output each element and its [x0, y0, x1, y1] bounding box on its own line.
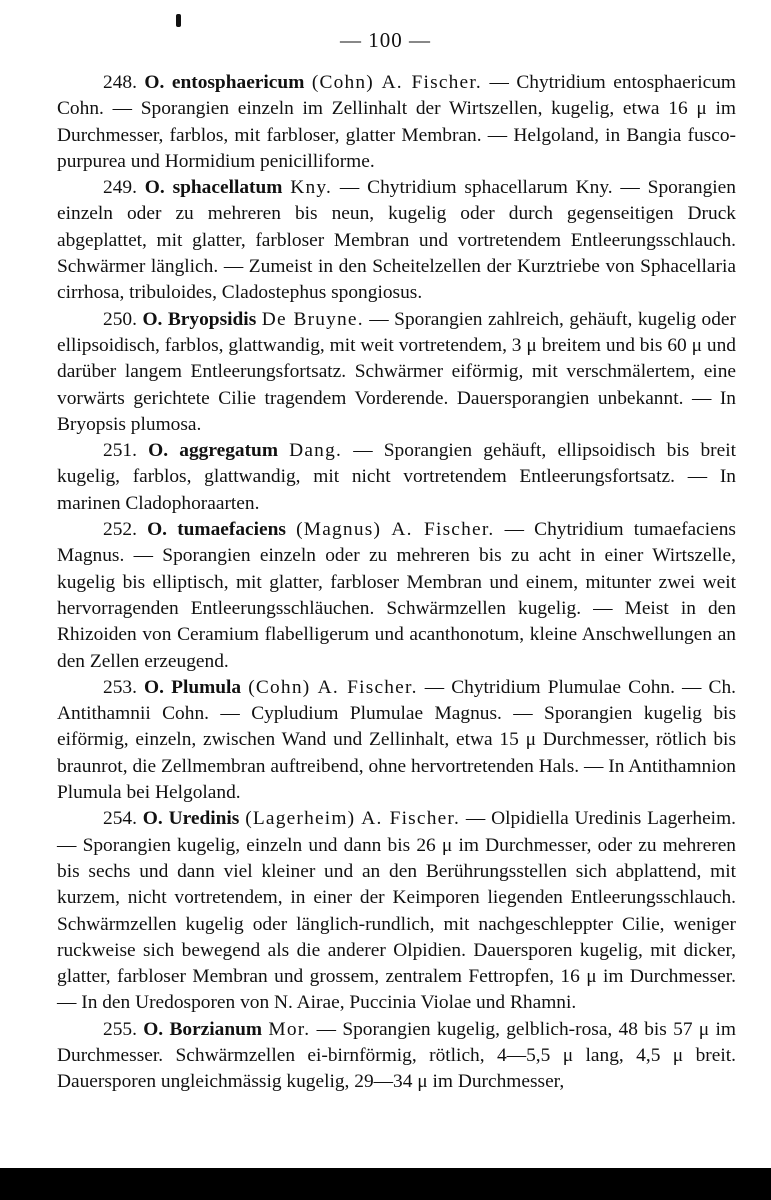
entry-genus: O.	[144, 177, 165, 199]
entry-species: Bryopsidis	[167, 308, 257, 330]
entry-genus: O.	[144, 676, 164, 698]
entry-genus: O.	[144, 72, 165, 93]
entry-genus: O.	[148, 440, 169, 462]
entry-author: (Cohn) A. Fischer.	[311, 72, 482, 93]
entry-genus: O.	[142, 808, 163, 830]
entry-255	[57, 1017, 736, 1096]
entry-254	[57, 806, 736, 1016]
entry-species: Borzianum	[169, 1018, 263, 1040]
entry-species: tumaefaciens	[177, 519, 286, 541]
entry-genus: O.	[147, 519, 168, 541]
entry-genus: O.	[142, 308, 163, 330]
entry-species: Plumula	[171, 676, 242, 698]
entry-250	[57, 307, 736, 438]
entry-249	[57, 175, 736, 306]
entry-species: aggregatum	[179, 440, 278, 462]
entry-body: — Chytridium sphacellarum Kny. — Sporangien einzeln oder zu mehreren bis neun, kugelig oder durch gegenseitigen Druck abgeplattet, mit glatter, farbloser Membran und vortretendem Entleerungsschlauch. Schwärmer länglich. — Zumeist in den Scheitelzellen der Kurztriebe von Sphacellaria cirrhosa, tribuloides, Cladostephus spongiosus.	[57, 177, 736, 304]
entry-body: — Chytridium entosphaericum Cohn. — Sporangien einzeln im Zellinhalt der Wirtszellen, kugelig, etwa 16 μ im Durchmesser, farblos, mit farbloser, glatter Membran. — Helgoland, in Bangia fusco-purpurea und Hormidium penicilliforme.	[57, 72, 736, 172]
entry-body: — Sporangien zahlreich, gehäuft, kugelig oder ellipsoidisch, farblos, glattwandig, mit weit vortretendem, 3 μ breitem und bis 60 μ und darüber langem Entleerungsfortsatz. Schwärmer eiförmig, mit verschmälertem, eine vorwärts gerichtete Cilie tragendem Vorderende. Dauersporangien unbekannt. — In Bryopsis plumosa.	[57, 308, 736, 435]
entry-number: 249.	[103, 177, 137, 199]
entry-author: (Cohn) A. Fischer.	[248, 676, 418, 698]
entry-body: — Sporangien gehäuft, ellipsoidisch bis breit kugelig, farblos, glattwandig, mit nicht vortretendem Entleerungsfortsatz. — In marinen Cladophoraarten.	[57, 440, 736, 514]
entry-number: 254.	[103, 808, 137, 830]
entry-species: Uredinis	[168, 808, 240, 830]
page-body	[57, 70, 736, 1096]
entry-251	[57, 438, 736, 517]
entry-author: (Lagerheim) A. Fischer.	[245, 808, 461, 830]
entry-number: 251.	[103, 440, 137, 462]
entry-248	[57, 70, 736, 175]
entry-genus: O.	[143, 1018, 164, 1040]
entry-body: — Chytridium Plumulae Cohn. — Ch. Antithamnii Cohn. — Cypludium Plumulae Magnus. — Sporangien kugelig bis eiförmig, einzeln, zwischen Wand und Zellinhalt, etwa 15 μ Durchmesser, rötlich bis braunrot, die Zellmembran auftreibend, ohne hervortretenden Hals. — In Antithamnion Plumula bei Helgoland.	[57, 676, 736, 804]
entry-number: 250.	[103, 308, 137, 330]
entry-species: entosphaericum	[171, 72, 305, 93]
entry-body: — Chytridium tumaefaciens Magnus. — Sporangien einzeln oder zu mehreren bis zu acht in einer Wirtszelle, kugelig bis elliptisch, mit glatter, farbloser Membran und einem, mitunter zwei weit hervorragenden Entleerungsschläuchen. Schwärmzellen kugelig. — Meist in den Rhizoiden von Ceramium flabelligerum und acanthonotum, kleine Anschwellungen an den Zellen erzeugend.	[57, 519, 736, 672]
entry-author: Mor.	[268, 1018, 311, 1040]
entry-252	[57, 517, 736, 675]
entry-author: (Magnus) A. Fischer.	[296, 519, 495, 541]
page-number: — 100 —	[340, 28, 431, 52]
entry-number: 248.	[103, 72, 137, 93]
entry-author: Dang.	[289, 440, 343, 462]
entry-author: De Bruyne.	[261, 308, 364, 330]
entry-253	[57, 675, 736, 806]
entry-body: — Olpidiella Uredinis Lagerheim. — Sporangien kugelig, einzeln und dann bis 26 μ im Durchmesser, oder zu mehreren bis sechs und dann viel kleiner und an den Berührungsstellen sich abplattend, mit kurzem, nicht vortretendem, in einer der Keimporen liegenden Entleerungsschlauch. Schwärmzellen kugelig oder länglich-rundlich, mit nachgeschleppter Cilie, weniger ruckweise sich bewegend als die anderer Olpidien. Dauersporen kugelig, mit dicker, glatter, farbloser Membran und grossem, zentralem Fettropfen, 16 μ im Durchmesser. — In den Uredosporen von N. Airae, Puccinia Violae und Rhamni.	[57, 808, 736, 1014]
entry-number: 255.	[103, 1018, 137, 1040]
entry-author: Kny.	[290, 177, 333, 199]
ink-mark	[176, 14, 181, 27]
entry-species: sphacellatum	[172, 177, 283, 199]
scan-bottom-edge	[0, 1168, 771, 1200]
entry-number: 252.	[103, 519, 137, 541]
entry-number: 253.	[103, 676, 137, 698]
entry-body: — Sporangien kugelig, gelblich-rosa, 48 bis 57 μ im Durchmesser. Schwärmzellen ei-birnförmig, rötlich, 4—5,5 μ lang, 4,5 μ breit. Dauersporen ungleichmässig kugelig, 29—34 μ im Durchmesser,	[57, 1018, 736, 1093]
